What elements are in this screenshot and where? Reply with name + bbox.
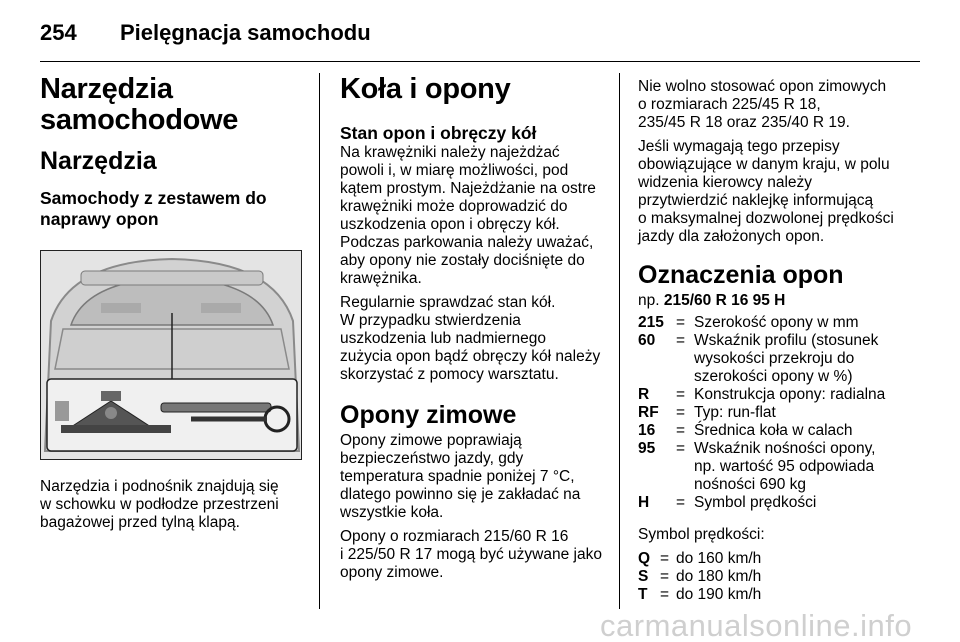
paragraph-line: W przypadku stwierdzenia (340, 312, 521, 329)
section-title (40, 74, 302, 136)
paragraph-line: bezpieczeństwo jazdy, gdy (340, 450, 524, 467)
paragraph-line: temperatura spadnie poniżej 7 °C, (340, 468, 575, 485)
example-value: 215/60 R 16 95 H (663, 292, 786, 309)
column-divider-2 (619, 73, 620, 609)
paragraph-line: Regularnie sprawdzać stan kół. (340, 294, 556, 311)
subsection-title: Stan opon i obręczy kół (340, 123, 537, 143)
running-title: Pielęgnacja samochodu (120, 20, 371, 45)
caption-line: Narzędzia i podnośnik znajdują się (40, 478, 279, 495)
paragraph-line: Opony o rozmiarach 215/60 R 16 (340, 528, 569, 545)
paragraph (340, 528, 603, 582)
definition-equals: = (676, 332, 686, 349)
paragraph-line: jazdy dla założonych opon. (638, 228, 825, 245)
paragraph-line: widzenia kierowcy należy (638, 174, 813, 191)
paragraph-line: Na krawężniki należy najeżdżać (340, 144, 560, 161)
subsection-title (40, 188, 302, 230)
page-number: 254 (40, 20, 77, 45)
paragraph-line: obowiązujące w danym kraju, w polu (638, 156, 890, 173)
example-prefix: np. (638, 292, 660, 309)
definition-text: Wskaźnik nośności opony, np. wartość 95 odpowiada nośności 690 kg (694, 440, 876, 493)
column-left (40, 68, 302, 532)
tire-code-definitions (638, 314, 920, 512)
header-rule (40, 61, 920, 62)
paragraph-line: Podczas parkowania należy uważać, (340, 234, 594, 251)
paragraph-line: uszkodzenia lub nadmiernego (340, 330, 546, 347)
trunk-tools-illustration (40, 250, 302, 460)
paragraph-line: o maksymalnej dozwolonej prędkości (638, 210, 894, 227)
speed-value: do 190 km/h (676, 586, 762, 603)
paragraph-line: skorzystać z pomocy warsztatu. (340, 366, 559, 383)
paragraph-line: opony zimowe. (340, 564, 444, 581)
speed-equals: = (660, 586, 670, 603)
definition-text: Wskaźnik profilu (stosunek wysokości przekroju do szerokości opony w %) (694, 332, 879, 385)
column-middle (340, 68, 603, 582)
definition-term: R (638, 386, 650, 403)
subsection-heading: Opony zimowe (340, 401, 517, 429)
paragraph-line: krawężnika. (340, 270, 422, 287)
definition-equals: = (676, 314, 686, 331)
column-divider-1 (319, 73, 320, 609)
subtitle: Narzędzia (40, 147, 157, 175)
figure-caption (40, 478, 302, 532)
paragraph (638, 138, 920, 246)
definition-equals: = (676, 386, 686, 403)
paragraph-line: Nie wolno stosować opon zimowych (638, 78, 887, 95)
speed-equals: = (660, 568, 670, 585)
paragraph-line: przytwierdzić naklejkę informującą (638, 192, 874, 209)
definition-text: Konstrukcja opony: radialna (694, 386, 886, 403)
caption-line: bagażowej przed tylną klapą. (40, 514, 240, 531)
definition-text: Symbol prędkości (694, 494, 817, 511)
definition-term: 60 (638, 332, 656, 349)
definition-term: H (638, 494, 650, 511)
speed-value: do 180 km/h (676, 568, 762, 585)
definition-equals: = (676, 494, 686, 511)
definition-term: 95 (638, 440, 656, 457)
definition-text: Szerokość opony w mm (694, 314, 859, 331)
paragraph (340, 432, 603, 522)
speed-term: T (638, 586, 648, 603)
watermark: carmanualsonline.info (600, 608, 913, 642)
definition-term: 215 (638, 314, 664, 331)
paragraph-line: o rozmiarach 225/45 R 18, (638, 96, 821, 113)
definition-equals: = (676, 422, 686, 439)
speed-term: Q (638, 550, 651, 567)
paragraph-line: zużycia opon bądź obręczy kół należy (340, 348, 601, 365)
paragraph-line: Opony zimowe poprawiają (340, 432, 522, 449)
paragraph-line: Jeśli wymagają tego przepisy (638, 138, 840, 155)
definition-text: Typ: run-flat (694, 404, 776, 421)
paragraph-line: uszkodzenia opon i obręczy kół. (340, 216, 560, 233)
paragraph-line: aby opony nie zostały dociśnięte do (340, 252, 585, 269)
section-title-line-2: samochodowe (40, 104, 239, 136)
definition-term: 16 (638, 422, 656, 439)
definition-text: Średnica koła w calach (694, 422, 853, 439)
definition-term: RF (638, 404, 659, 421)
speed-symbol-label: Symbol prędkości: (638, 526, 765, 543)
speed-term: S (638, 568, 649, 585)
speed-equals: = (660, 550, 670, 567)
subsection-title-line-2: naprawy opon (40, 209, 159, 229)
paragraph-line: wszystkie koła. (340, 504, 444, 521)
section-title-line-1: Narzędzia (40, 73, 173, 105)
paragraph (638, 78, 920, 132)
paragraph-line: kątem prostym. Najeżdżanie na ostre (340, 180, 596, 197)
paragraph-line: 235/45 R 18 oraz 235/40 R 19. (638, 114, 850, 131)
column-right (638, 68, 920, 604)
paragraph (340, 294, 603, 384)
paragraph-line: i 225/50 R 17 mogą być używane jako (340, 546, 602, 563)
paragraph (340, 144, 603, 288)
page-header (40, 8, 920, 56)
section-title: Koła i opony (340, 73, 511, 105)
paragraph-line: powoli i, w miarę możliwości, pod (340, 162, 569, 179)
definition-equals: = (676, 404, 686, 421)
subsection-title-line-1: Samochody z zestawem do (40, 188, 267, 208)
speed-value: do 160 km/h (676, 550, 762, 567)
subsection-heading: Oznaczenia opon (638, 261, 844, 289)
definition-equals: = (676, 440, 686, 457)
paragraph-line: dlatego powinno się je zakładać na (340, 486, 581, 503)
paragraph-line: krawężniki może doprowadzić do (340, 198, 568, 215)
speed-symbol-definitions (638, 550, 920, 604)
example-line (638, 292, 920, 310)
trunk-illustration-svg (41, 251, 302, 460)
caption-line: w schowku w podłodze przestrzeni (40, 496, 279, 513)
